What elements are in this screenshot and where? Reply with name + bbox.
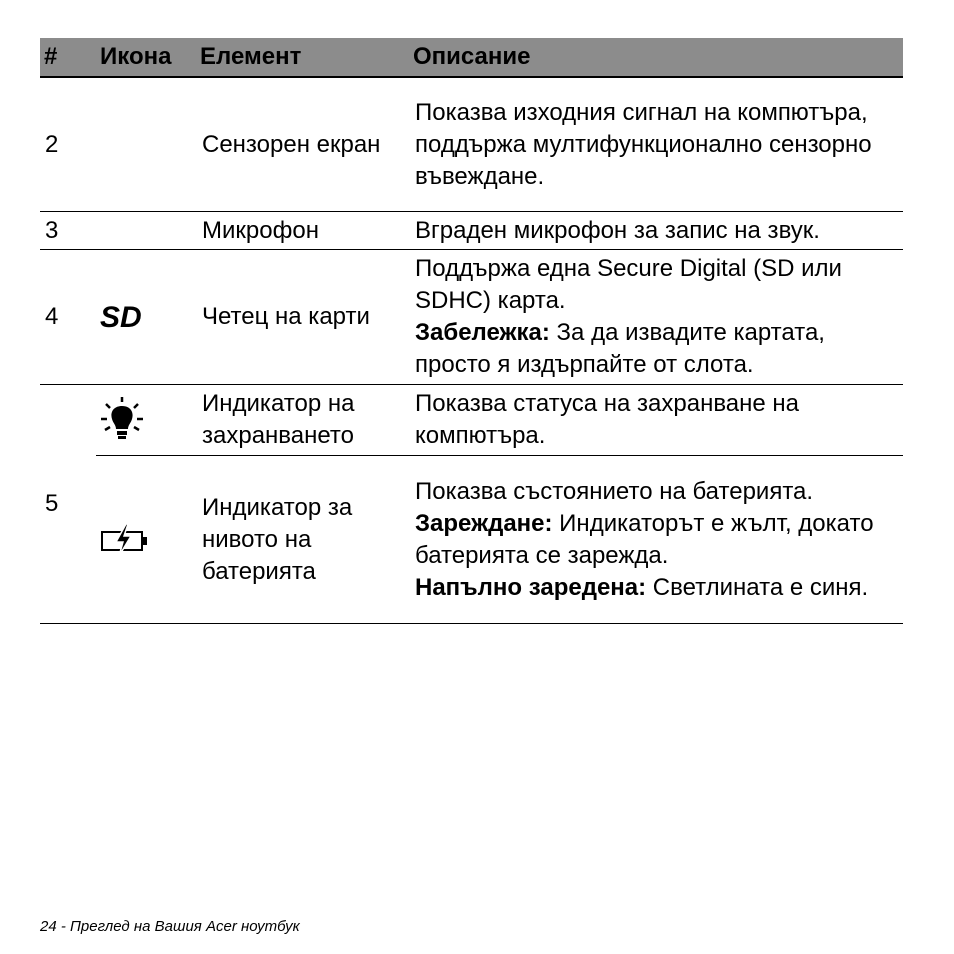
row-element: Микрофон [196, 212, 409, 250]
row-element: Четец на карти [196, 250, 409, 385]
row-element: Индикатор за нивото на батерията [196, 456, 409, 624]
row-description: Показва състоянието на батерията. [415, 477, 814, 505]
header-element: Елемент [196, 38, 409, 77]
row-element: Индикатор на захранването [196, 385, 409, 456]
row-description: Вграден микрофон за запис на звук. [409, 212, 903, 250]
charging-label: Зареждане: [415, 509, 553, 537]
power-light-icon [100, 396, 196, 444]
table-row [40, 385, 903, 456]
components-table [40, 38, 903, 624]
row-description: Показва изходния сигнал на компютъра, поддържа мултифункционално сензорно въвеждане. [415, 98, 872, 190]
battery-charging-icon [100, 522, 196, 558]
table-row [40, 212, 903, 250]
row-description: Показва статуса на захранване на компютъра. [409, 385, 903, 456]
header-num: # [40, 38, 96, 77]
svg-text:SD: SD [100, 302, 142, 332]
page-footer: 24 - Преглед на Вашия Acer ноутбук [40, 918, 300, 935]
row-number: 2 [45, 130, 59, 158]
table-header-row [40, 38, 903, 77]
table-row [40, 456, 903, 624]
header-icon: Икона [96, 38, 196, 77]
row-description: Поддържа една Secure Digital (SD или SDHC) карта. [415, 255, 842, 314]
table-row [40, 250, 903, 385]
note-label: Забележка: [415, 319, 550, 346]
row-number: 3 [40, 212, 96, 250]
full-note [415, 572, 903, 604]
full-text: Светлината е синя. [646, 573, 869, 601]
full-label: Напълно заредена: [415, 573, 647, 601]
charging-note [415, 508, 903, 572]
row-note [415, 317, 903, 381]
table-row [40, 77, 903, 212]
sd-card-icon [100, 302, 196, 332]
row-element: Сензорен екран [202, 130, 381, 158]
header-description: Описание [409, 38, 903, 77]
note-text: За да извадите картата, просто я издърпайте от слота. [415, 319, 825, 378]
charging-text: Индикаторът е жълт, докато батерията се зарежда. [415, 509, 874, 569]
row-number: 5 [40, 385, 96, 624]
row-number: 4 [40, 250, 96, 385]
